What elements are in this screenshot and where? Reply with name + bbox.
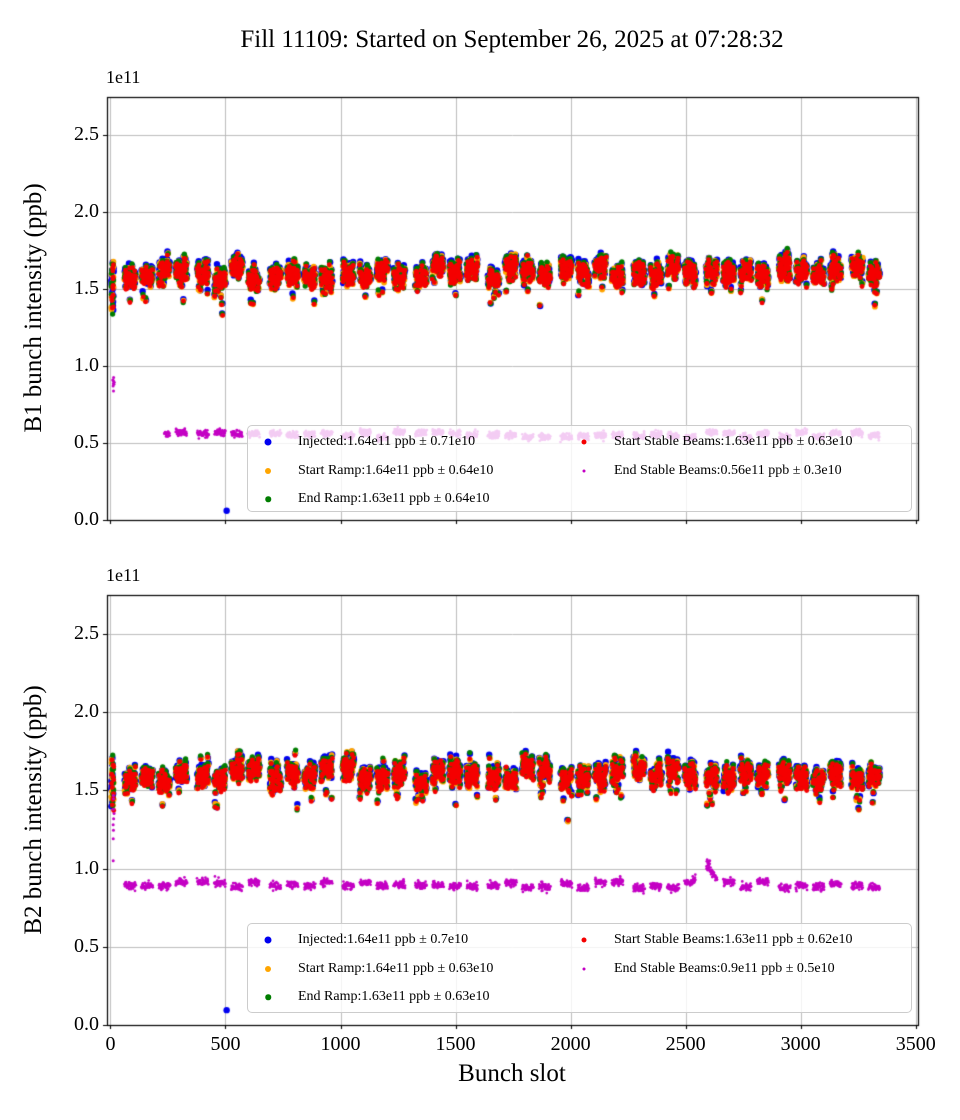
legend-label-end-stable-beams: End Stable Beams:0.9e11 ppb ± 0.5e10: [614, 960, 835, 976]
x-tick-label: 1500: [435, 1033, 476, 1055]
x-tick-label: 2000: [550, 1033, 591, 1055]
y-tick-label: 1.0: [74, 354, 99, 377]
legend-label-end-ramp: End Ramp:1.63e11 ppb ± 0.64e10: [298, 491, 490, 506]
y-tick-label: 1.5: [74, 277, 99, 300]
x-tick-label: 500: [210, 1033, 241, 1055]
legend-label-end-stable-beams: End Stable Beams:0.56e11 ppb ± 0.3e10: [614, 462, 842, 478]
figure-title: Fill 11109: Started on September 26, 2025 at 07:28:32: [240, 26, 784, 53]
y-offset-label-b1: 1e11: [106, 67, 141, 87]
legend-marker-injected: [265, 937, 272, 944]
legend-marker-start-ramp: [265, 468, 271, 474]
legend-label-injected: Injected:1.64e11 ppb ± 0.7e10: [298, 932, 469, 947]
y-tick-label: 2.5: [74, 622, 99, 645]
legend-marker-end-stable-beams: [583, 469, 586, 472]
y-tick-label: 0.0: [74, 1013, 99, 1035]
y-tick-label: 0.0: [74, 508, 99, 530]
legend-marker-start-stable-beams: [582, 440, 587, 445]
legend-marker-end-stable-beams: [583, 967, 586, 970]
y-axis-label-b1: B1 bunch intensity (ppb): [20, 183, 47, 433]
x-tick-label: 2500: [665, 1033, 706, 1055]
y-tick-label: 0.5: [74, 934, 99, 957]
y-offset-label-b2: 1e11: [106, 565, 141, 585]
legend-label-start-stable-beams: Start Stable Beams:1.63e11 ppb ± 0.63e10: [614, 434, 853, 449]
legend-b2: [247, 923, 912, 1013]
legend-label-start-ramp: Start Ramp:1.64e11 ppb ± 0.63e10: [298, 960, 494, 976]
y-tick-label: 1.5: [74, 778, 99, 801]
y-tick-label: 2.0: [74, 700, 99, 723]
legend-marker-start-ramp: [265, 966, 271, 972]
x-axis-label: Bunch slot: [458, 1060, 566, 1087]
legend-b1: [247, 425, 912, 512]
legend-label-injected: Injected:1.64e11 ppb ± 0.71e10: [298, 434, 476, 449]
legend-label-end-ramp: End Ramp:1.63e11 ppb ± 0.63e10: [298, 989, 490, 1004]
legend-label-start-ramp: Start Ramp:1.64e11 ppb ± 0.64e10: [298, 462, 494, 478]
legend-marker-end-ramp: [265, 994, 271, 1000]
y-axis-label-b2: B2 bunch intensity (ppb): [20, 685, 47, 935]
y-tick-label: 2.5: [74, 123, 99, 146]
legend-marker-start-stable-beams: [582, 938, 587, 943]
x-tick-label: 1000: [320, 1033, 361, 1055]
legend-label-start-stable-beams: Start Stable Beams:1.63e11 ppb ± 0.62e10: [614, 932, 853, 947]
x-tick-label: 0: [105, 1033, 116, 1055]
x-tick-label: 3500: [895, 1033, 936, 1055]
y-tick-label: 2.0: [74, 200, 99, 223]
legend-marker-injected: [265, 439, 272, 446]
x-tick-label: 3000: [780, 1033, 821, 1055]
y-tick-label: 0.5: [74, 431, 99, 454]
y-tick-label: 1.0: [74, 856, 99, 879]
legend-marker-end-ramp: [265, 496, 271, 502]
